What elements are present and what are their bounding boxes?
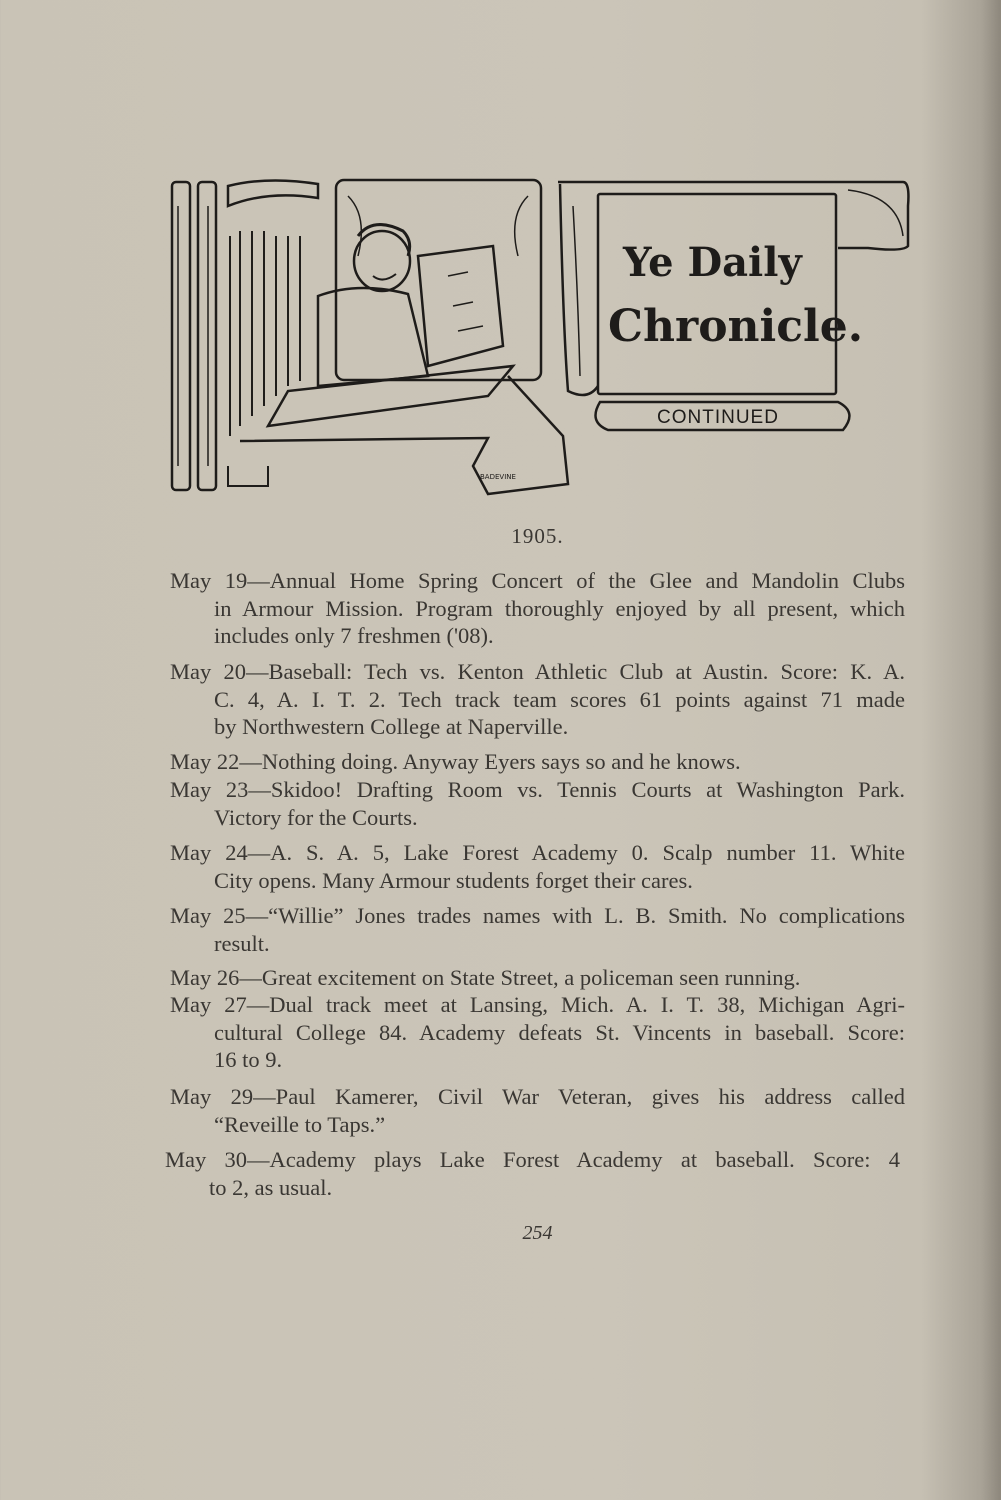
year-heading: 1905. <box>511 524 564 548</box>
entry-line: C. 4, A. I. T. 2. Tech track team scores 61 points against 71 made <box>214 686 905 712</box>
chronicle-entry <box>170 902 905 957</box>
chronicle-entry <box>170 748 905 776</box>
entry-line: cultural College 84. Academy defeats St. Vincents in baseball. Score: <box>214 1019 905 1045</box>
chronicle-entry <box>170 658 905 741</box>
entry-line: May 19—Annual Home Spring Concert of the Glee and Mandolin Clubs <box>170 568 905 593</box>
entry-line: May 30—Academy plays Lake Forest Academy at baseball. Score: 4 <box>165 1147 900 1172</box>
continued-banner: CONTINUED <box>657 407 779 428</box>
entry-line: Victory for the Courts. <box>214 804 418 830</box>
page-number: 254 <box>522 1222 553 1244</box>
chronicle-title-line1: Ye Daily <box>623 239 802 286</box>
entry-line: May 22—Nothing doing. Anyway Eyers says so and he knows. <box>170 749 741 774</box>
artist-signature: BADEVINE <box>480 473 516 481</box>
entry-line: includes only 7 freshmen ('08). <box>214 623 494 649</box>
entry-line: May 23—Skidoo! Drafting Room vs. Tennis Courts at Washington Park. <box>170 777 905 802</box>
entry-line: May 27—Dual track meet at Lansing, Mich. A. I. T. 38, Michigan Agri- <box>170 992 905 1017</box>
entry-line: May 29—Paul Kamerer, Civil War Veteran, gives his address called <box>170 1084 905 1109</box>
entry-line: to 2, as usual. <box>209 1174 333 1200</box>
boy-reading-drawing <box>228 180 568 494</box>
chronicle-entry <box>170 839 905 894</box>
header-illustration <box>168 176 913 501</box>
chronicle-scroll <box>558 182 908 430</box>
chronicle-title-line2: Chronicle. <box>608 301 864 352</box>
entry-line: City opens. Many Armour students forget their cares. <box>214 867 693 893</box>
entry-line: May 20—Baseball: Tech vs. Kenton Athletic Club at Austin. Score: K. A. <box>170 659 905 684</box>
left-pillar-ornament <box>172 182 216 490</box>
entry-line: May 26—Great excitement on State Street, a policeman seen running. <box>170 965 801 990</box>
chronicle-entry <box>170 964 905 992</box>
chronicle-entry <box>170 567 905 650</box>
entry-line: May 25—“Willie” Jones trades names with L. B. Smith. No complications <box>170 903 905 928</box>
entry-line: 16 to 9. <box>214 1047 283 1073</box>
chronicle-entry <box>170 776 905 831</box>
chronicle-entry <box>170 991 905 1074</box>
entry-line: result. <box>214 930 270 956</box>
chronicle-entry <box>165 1146 900 1201</box>
entry-line: “Reveille to Taps.” <box>214 1111 386 1137</box>
entry-line: May 24—A. S. A. 5, Lake Forest Academy 0. Scalp number 11. White <box>170 840 905 865</box>
entry-line: in Armour Mission. Program thoroughly enjoyed by all present, which <box>214 595 905 621</box>
entry-line: by Northwestern College at Naperville. <box>214 714 569 740</box>
chronicle-entry <box>170 1083 905 1138</box>
